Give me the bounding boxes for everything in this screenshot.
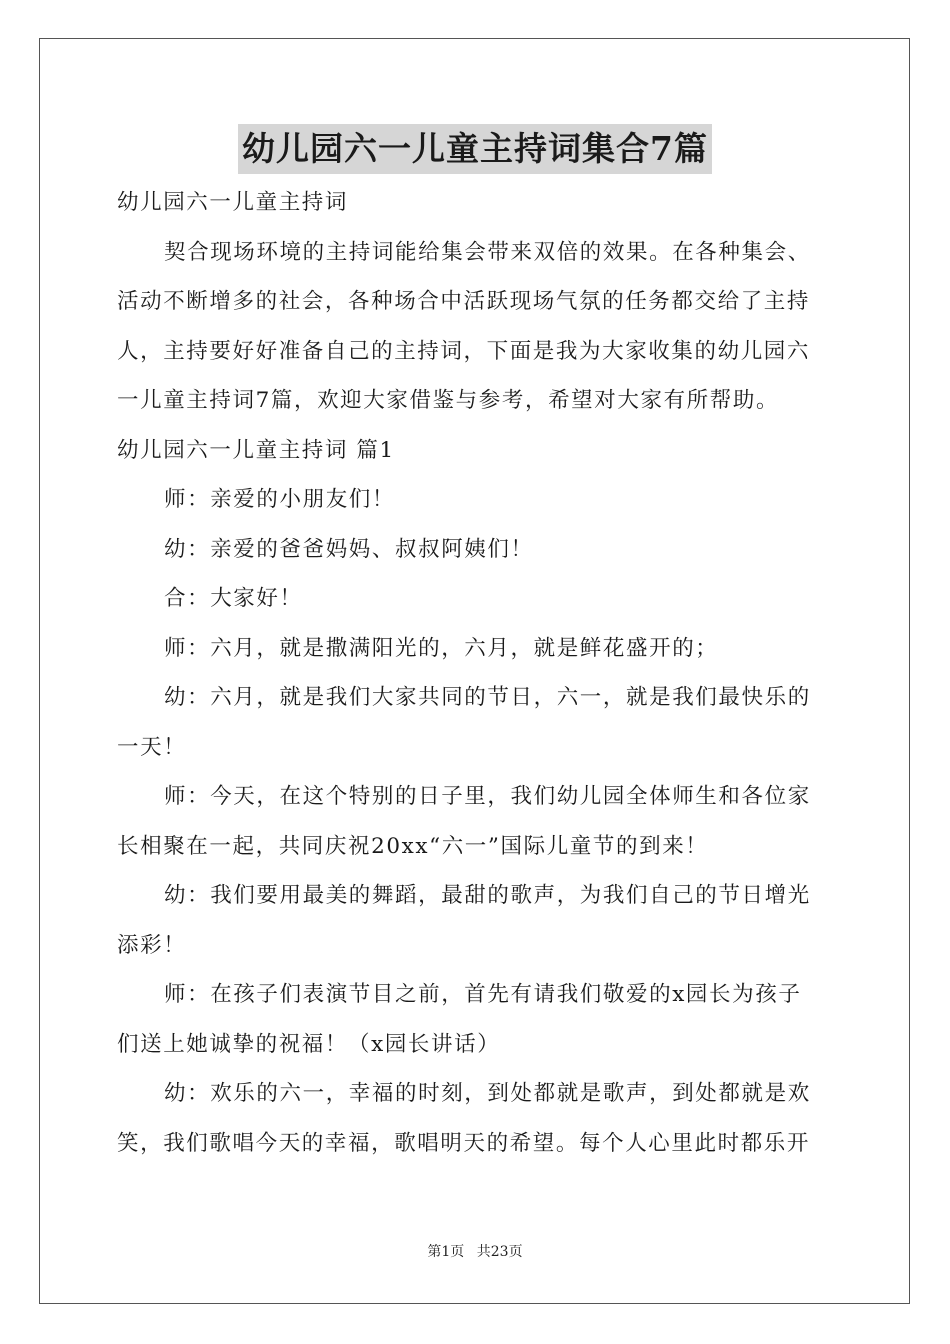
- text-line: 契合现场环境的主持词能给集会带来双倍的效果。在各种集会、: [164, 239, 811, 265]
- text-line: 师：亲爱的小朋友们！: [164, 487, 396, 512]
- text-line: 长相聚在一起，共同庆祝20xx“六一”国际儿童节的到来！: [117, 833, 709, 859]
- text-line: 一天！: [117, 734, 187, 760]
- text-line: 幼儿园六一儿童主持词 篇1: [117, 437, 395, 463]
- text-line: 幼：欢乐的六一，幸福的时刻，到处都就是歌声，到处都就是欢: [164, 1081, 811, 1106]
- text-line: 添彩！: [117, 932, 187, 958]
- text-line: 幼：亲爱的爸爸妈妈、叔叔阿姨们！: [164, 536, 534, 562]
- text-line: 师：在孩子们表演节目之前，首先有请我们敬爱的x园长为孩子: [164, 982, 802, 1007]
- title-container: [0, 124, 950, 174]
- text-line: 们送上她诚挚的祝福！（x园长讲话）: [117, 1031, 501, 1057]
- page-number: 第1页: [427, 1244, 465, 1260]
- text-line: 师：六月，就是撒满阳光的，六月，就是鲜花盛开的；: [164, 635, 719, 661]
- text-line: 合：大家好！: [164, 586, 303, 611]
- text-line: 师：今天，在这个特别的日子里，我们幼儿园全体师生和各位家: [164, 784, 811, 809]
- text-line: 幼儿园六一儿童主持词: [117, 190, 349, 215]
- text-line: 一儿童主持词7篇，欢迎大家借鉴与参考，希望对大家有所帮助。: [117, 388, 780, 413]
- page-footer: [0, 1242, 950, 1262]
- text-line: 幼：我们要用最美的舞蹈，最甜的歌声，为我们自己的节日增光: [164, 883, 811, 908]
- text-line: 人，主持要好好准备自己的主持词，下面是我为大家收集的幼儿园六: [117, 338, 811, 364]
- text-line: 笑，我们歌唱今天的幸福，歌唱明天的希望。每个人心里此时都乐开: [117, 1130, 811, 1156]
- page-total: 共23页: [476, 1244, 523, 1260]
- document-body: [117, 178, 833, 1168]
- text-line: 活动不断增多的社会，各种场合中活跃现场气氛的任务都交给了主持: [117, 289, 811, 314]
- text-line: 幼：六月，就是我们大家共同的节日，六一，就是我们最快乐的: [164, 685, 811, 710]
- document-title: 幼儿园六一儿童主持词集合7篇: [238, 124, 712, 174]
